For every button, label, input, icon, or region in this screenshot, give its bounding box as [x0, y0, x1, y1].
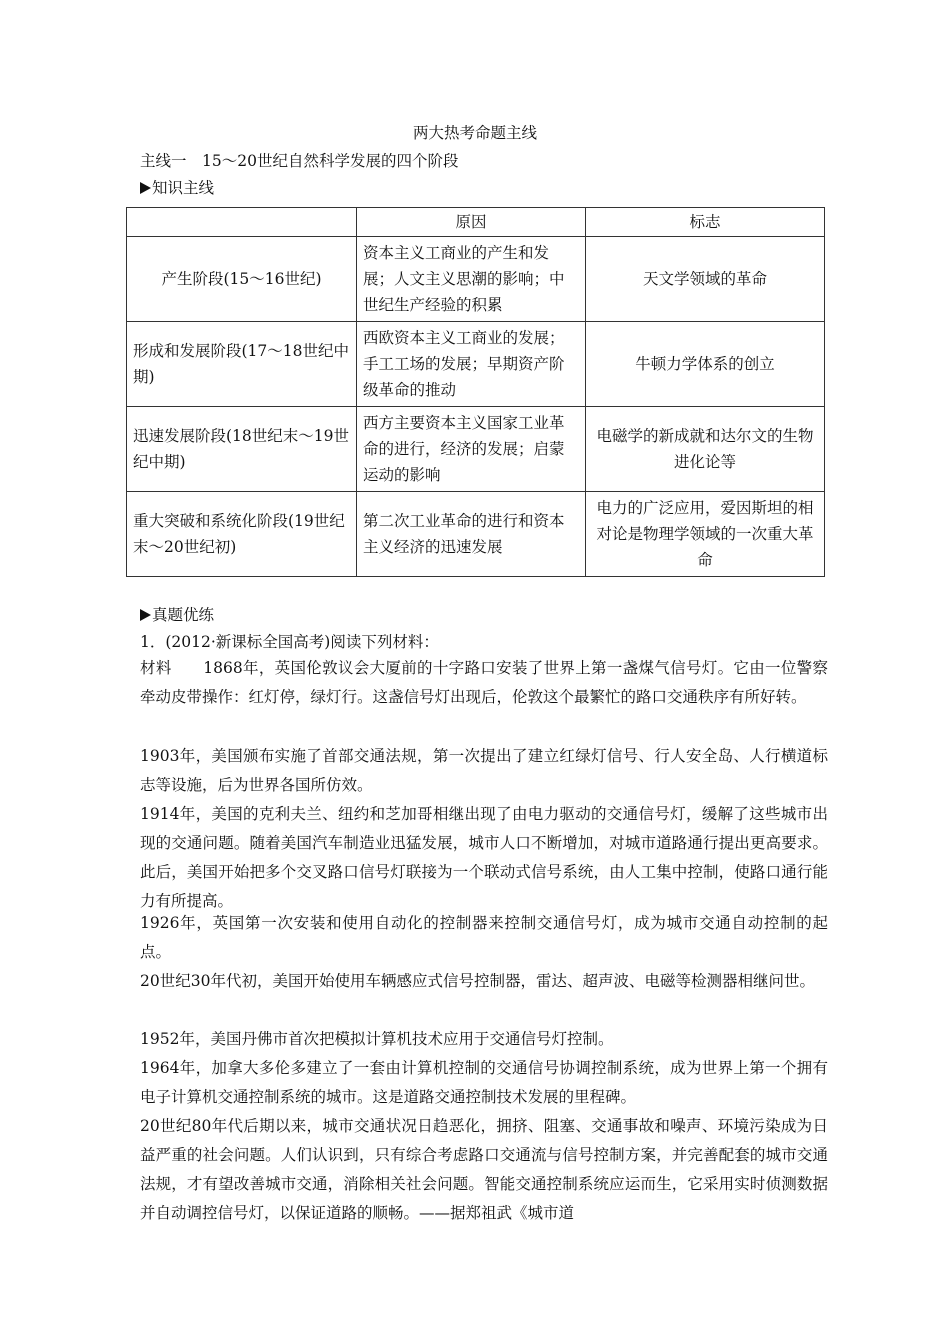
- table-row: [127, 237, 825, 322]
- material-paragraph: 材料 1868年，英国伦敦议会大厦前的十字路口安装了世界上第一盏煤气信号灯。它由一位警察牵动皮带操作：红灯停，绿灯行。这盏信号灯出现后，伦敦这个最繁忙的路口交通秩序有所好转。: [140, 659, 828, 706]
- table-header-mark: 标志: [586, 208, 825, 237]
- stage-cell: 产生阶段(15～16世纪): [127, 237, 357, 322]
- table-header-stage: [127, 208, 357, 237]
- page-title: 两大热考命题主线: [412, 124, 537, 142]
- mark-cell: 牛顿力学体系的创立: [586, 322, 825, 407]
- material-paragraph: 1926年，英国第一次安装和使用自动化的控制器来控制交通信号灯，成为城市交通自动控制的起点。: [140, 914, 828, 961]
- cause-cell: 西方主要资本主义国家工业革命的进行，经济的发展；启蒙运动的影响: [357, 407, 586, 492]
- cause-cell: 资本主义工商业的产生和发展；人文主义思潮的影响；中世纪生产经验的积累: [357, 237, 586, 322]
- cause-cell: 西欧资本主义工商业的发展；手工工场的发展；早期资产阶级革命的推动: [357, 322, 586, 407]
- table-row: [127, 492, 825, 577]
- stage-cell: 迅速发展阶段(18世纪末～19世纪中期): [127, 407, 357, 492]
- mark-cell: 电磁学的新成就和达尔文的生物进化论等: [586, 407, 825, 492]
- material-paragraph: 1903年，美国颁布实施了首部交通法规，第一次提出了建立红绿灯信号、行人安全岛、人行横道标志等设施，后为世界各国所仿效。: [140, 747, 828, 794]
- mark-cell: 电力的广泛应用，爱因斯坦的相对论是物理学领域的一次重大革命: [586, 492, 825, 577]
- material-paragraph: 20世纪80年代后期以来，城市交通状况日趋恶化，拥挤、阻塞、交通事故和噪声、环境污染成为日益严重的社会问题。人们认识到，只有综合考虑路口交通流与信号控制方案，并完善配套的城市交通法规，才有望改善城市交通，消除相关社会问题。智能交通控制系统应运而生，它采用实时侦测数据并自动调控信号灯，以保证道路的顺畅。——据郑祖武《城市道: [140, 1117, 828, 1222]
- stage-cell: 形成和发展阶段(17～18世纪中期): [127, 322, 357, 407]
- table-header-cause: 原因: [357, 208, 586, 237]
- material-paragraph: 1952年，美国丹佛市首次把模拟计算机技术应用于交通信号灯控制。: [140, 1030, 614, 1048]
- material-paragraph: 1964年，加拿大多伦多建立了一套由计算机控制的交通信号协调控制系统，成为世界上第一个拥有电子计算机交通控制系统的城市。这是道路交通控制技术发展的里程碑。: [140, 1059, 828, 1106]
- practice-heading-label: 真题优练: [152, 606, 215, 624]
- mainline-heading: 主线一 15～20世纪自然科学发展的四个阶段: [140, 152, 459, 170]
- table-header-row: [127, 208, 825, 237]
- table-row: [127, 407, 825, 492]
- knowledge-table: [126, 207, 825, 577]
- mark-cell: 天文学领域的革命: [586, 237, 825, 322]
- triangle-bullet-icon: [140, 609, 151, 621]
- knowledge-heading-label: 知识主线: [152, 179, 215, 197]
- cause-cell: 第二次工业革命的进行和资本主义经济的迅速发展: [357, 492, 586, 577]
- triangle-bullet-icon: [140, 182, 151, 194]
- table-row: [127, 322, 825, 407]
- material-paragraph: 1914年，美国的克利夫兰、纽约和芝加哥相继出现了由电力驱动的交通信号灯，缓解了这些城市出现的交通问题。随着美国汽车制造业迅猛发展，城市人口不断增加，对城市道路通行提出更高要求。此后，美国开始把多个交叉路口信号灯联接为一个联动式信号系统，由人工集中控制，使路口通行能力有所提高。: [140, 805, 828, 910]
- stage-cell: 重大突破和系统化阶段(19世纪末～20世纪初): [127, 492, 357, 577]
- material-paragraph: 20世纪30年代初，美国开始使用车辆感应式信号控制器，雷达、超声波、电磁等检测器相继问世。: [140, 972, 815, 990]
- knowledge-heading: [140, 177, 830, 199]
- question-line: 1．(2012·新课标全国高考)阅读下列材料：: [140, 633, 439, 651]
- practice-heading: [140, 604, 830, 626]
